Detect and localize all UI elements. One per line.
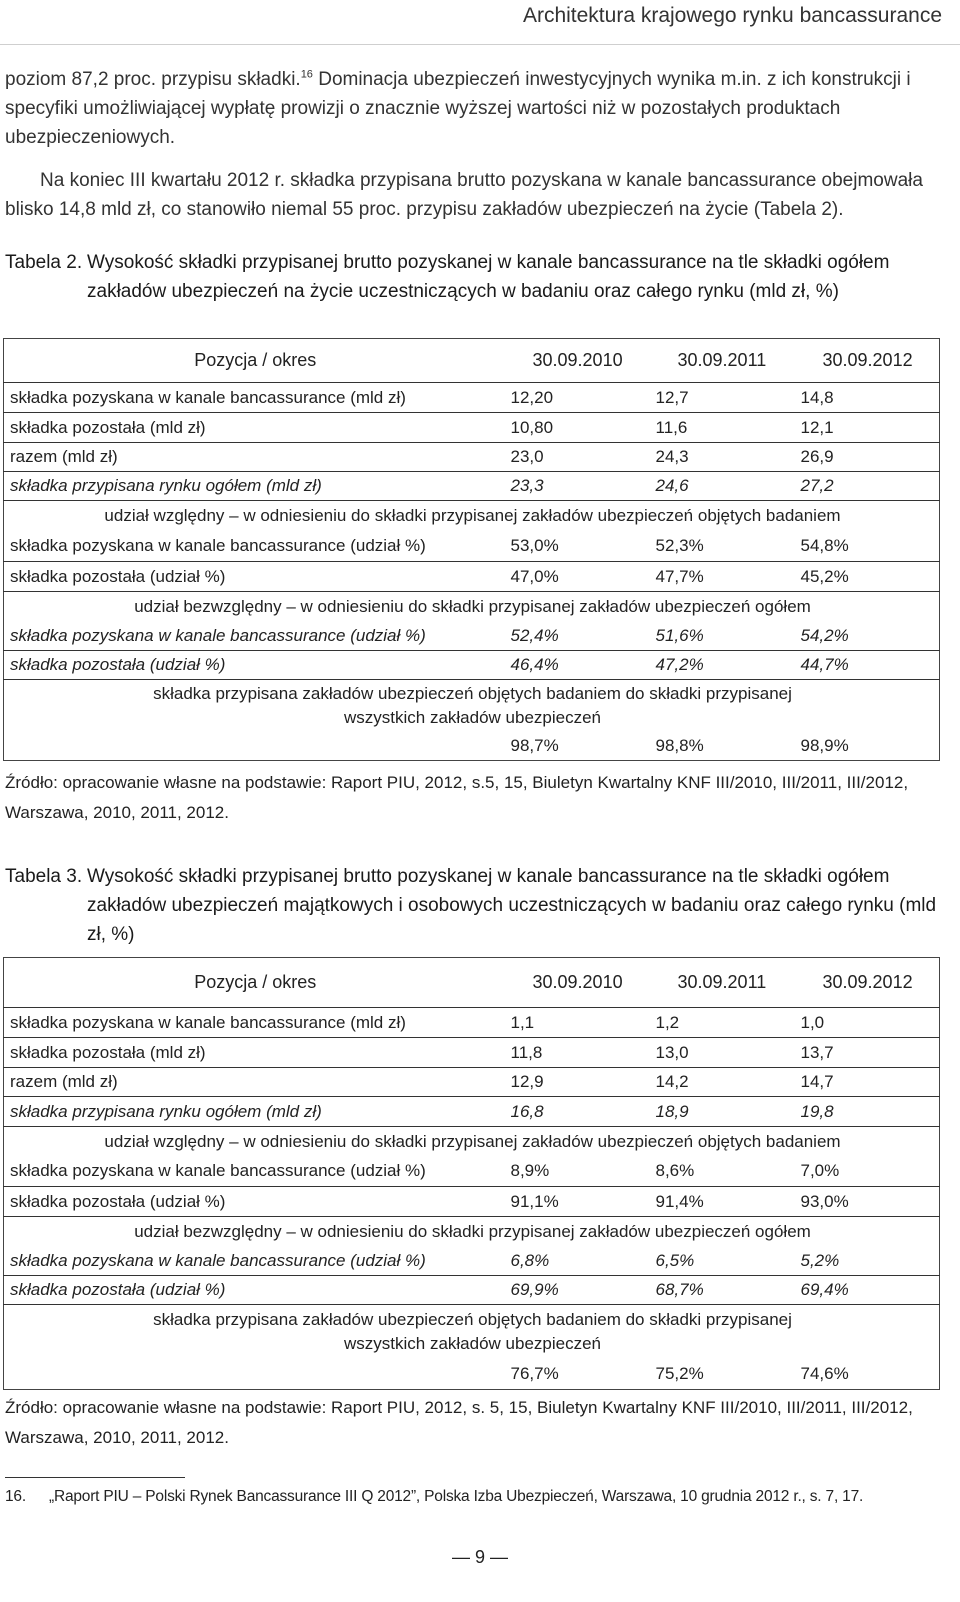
- cell-value: 26,9: [795, 443, 940, 472]
- table-row: [4, 1097, 940, 1127]
- cell-value: 8,9%: [505, 1157, 650, 1187]
- cell-value: 11,8: [505, 1038, 650, 1068]
- table-header-row: [4, 958, 940, 1008]
- row-label: składka pozostała (udział %): [4, 562, 505, 592]
- cell-value: 19,8: [795, 1097, 940, 1127]
- table-row: [4, 651, 940, 680]
- cell-value: 12,9: [505, 1068, 650, 1097]
- row-label: składka pozyskana w kanale bancassurance (udział %): [4, 1247, 505, 1276]
- header-cell: 30.09.2010: [505, 958, 650, 1008]
- section-label-line: wszystkich zakładów ubezpieczeń: [343, 1334, 601, 1354]
- cell-value: 74,6%: [800, 1364, 849, 1384]
- cell-value: 14,7: [795, 1068, 940, 1097]
- cell-value: 23,0: [505, 443, 650, 472]
- cell-value: 47,2%: [650, 651, 795, 680]
- footnote-reference[interactable]: 16: [300, 68, 313, 81]
- section-label-line: składka przypisana zakładów ubezpieczeń objętych badaniem do składki przypisanej: [153, 683, 792, 703]
- cell-value: 1,0: [795, 1008, 940, 1038]
- running-header: Architektura krajowego rynku bancassurance: [522, 4, 942, 27]
- table-row: [4, 413, 940, 443]
- section-label: udział względny – w odniesieniu do składki przypisanej zakładów ubezpieczeń objętych badaniem: [104, 1131, 841, 1151]
- table-row: [4, 472, 940, 501]
- cell-value: 12,20: [505, 383, 650, 413]
- row-label: razem (mld zł): [4, 443, 505, 472]
- cell-value: 98,7%: [510, 735, 559, 755]
- table-row: [4, 383, 940, 413]
- cell-value: 93,0%: [795, 1187, 940, 1217]
- cell-value: 46,4%: [505, 651, 650, 680]
- table-row: [4, 1247, 940, 1276]
- cell-value: 51,6%: [650, 622, 795, 651]
- cell-value: 11,6: [650, 413, 795, 443]
- section-label: udział względny – w odniesieniu do składki przypisanej zakładów ubezpieczeń objętych badaniem: [104, 506, 841, 526]
- header-cell: 30.09.2012: [795, 958, 940, 1008]
- cell-value: 91,4%: [650, 1187, 795, 1217]
- cell-value: 14,2: [650, 1068, 795, 1097]
- cell-value: 47,7%: [650, 562, 795, 592]
- page-number: — 9 —: [451, 1547, 508, 1567]
- table-row: [4, 732, 940, 761]
- header-rule: [0, 44, 960, 45]
- table-3-label: Tabela 3.: [5, 866, 83, 887]
- row-label: składka przypisana rynku ogółem (mld zł): [4, 1097, 505, 1127]
- table-3-caption: [5, 862, 940, 949]
- row-label: składka pozostała (udział %): [4, 651, 505, 680]
- cell-value: 47,0%: [505, 562, 650, 592]
- cell-value: 44,7%: [795, 651, 940, 680]
- section-label: udział bezwzględny – w odniesieniu do składki przypisanej zakładów ubezpieczeń ogółem: [134, 596, 811, 616]
- header-cell: 30.09.2011: [650, 958, 795, 1008]
- section-row: [4, 1305, 940, 1360]
- row-label: składka pozostała (udział %): [4, 1187, 505, 1217]
- table-3-title: Wysokość składki przypisanej brutto pozyskanej w kanale bancassurance na tle składki ogółem zakładów ubezpieczeń majątkowych i osobowych uczestniczących w badaniu oraz całego rynku (mld zł, %): [87, 866, 937, 945]
- row-label: składka przypisana rynku ogółem (mld zł): [4, 472, 505, 501]
- cell-value: 24,3: [650, 443, 795, 472]
- table-row: [4, 443, 940, 472]
- header-cell: 30.09.2012: [795, 339, 940, 383]
- table-row: [4, 622, 940, 651]
- table-header-row: [4, 339, 940, 383]
- footnote-divider: [5, 1477, 185, 1478]
- section-label-line: składka przypisana zakładów ubezpieczeń objętych badaniem do składki przypisanej: [153, 1310, 792, 1330]
- cell-value: 52,4%: [505, 622, 650, 651]
- table-row: [4, 562, 940, 592]
- cell-value: 23,3: [505, 472, 650, 501]
- cell-value: 16,8: [505, 1097, 650, 1127]
- table-2-source: Źródło: opracowanie własne na podstawie: Raport PIU, 2012, s.5, 15, Biuletyn Kwartalny KNF III/2010, III/2011, III/2012, Warszawa, 2010, 2011, 2012.: [5, 773, 909, 822]
- cell-value: 52,3%: [650, 532, 795, 562]
- cell-value: 24,6: [650, 472, 795, 501]
- cell-value: 8,6%: [650, 1157, 795, 1187]
- footnote-number: 16.: [5, 1488, 26, 1505]
- cell-value: 69,4%: [795, 1276, 940, 1305]
- row-label: [4, 1360, 505, 1390]
- header-cell: 30.09.2011: [650, 339, 795, 383]
- cell-value: 14,8: [795, 383, 940, 413]
- cell-value: 12,7: [650, 383, 795, 413]
- row-label: składka pozostała (mld zł): [4, 1038, 505, 1068]
- cell-value: 12,1: [795, 413, 940, 443]
- cell-value: 18,9: [650, 1097, 795, 1127]
- cell-value: 68,7%: [650, 1276, 795, 1305]
- cell-value: 27,2: [795, 472, 940, 501]
- row-label: składka pozyskana w kanale bancassurance (mld zł): [4, 383, 505, 413]
- row-label: składka pozyskana w kanale bancassurance (udział %): [4, 622, 505, 651]
- paragraph-1-rest: Dominacja ubezpieczeń inwestycyjnych wynika m.in. z ich konstrukcji i specyfiki umożliwiającej wypłatę prowizji o znacznie wyższej wartości niż w pozostałych produktach ubezpieczeniowych.: [5, 69, 911, 148]
- table-3-source: Źródło: opracowanie własne na podstawie: Raport PIU, 2012, s. 5, 15, Biuletyn Kwartalny KNF III/2010, III/2011, III/2012, Warszawa, 2010, 2011, 2012.: [5, 1398, 913, 1447]
- section-row: [4, 501, 940, 532]
- cell-value: 5,2%: [795, 1247, 940, 1276]
- cell-value: 6,5%: [650, 1247, 795, 1276]
- cell-value: 91,1%: [505, 1187, 650, 1217]
- table-2-label: Tabela 2.: [5, 252, 83, 273]
- row-label: [4, 732, 505, 761]
- table-row: [4, 1008, 940, 1038]
- table-row: [4, 1276, 940, 1305]
- cell-value: 13,7: [795, 1038, 940, 1068]
- cell-value: 76,7%: [510, 1364, 559, 1384]
- table-row: [4, 1360, 940, 1390]
- row-label: składka pozyskana w kanale bancassurance (udział %): [4, 532, 505, 562]
- section-label: udział bezwzględny – w odniesieniu do składki przypisanej zakładów ubezpieczeń ogółem: [134, 1221, 811, 1241]
- cell-value: 69,9%: [505, 1276, 650, 1305]
- cell-value: 10,80: [505, 413, 650, 443]
- table-row: [4, 1068, 940, 1097]
- table-row: [4, 532, 940, 562]
- row-label: razem (mld zł): [4, 1068, 505, 1097]
- cell-value: 1,1: [505, 1008, 650, 1038]
- row-label: składka pozostała (mld zł): [4, 413, 505, 443]
- header-cell: Pozycja / okres: [4, 339, 505, 383]
- table-2-title: Wysokość składki przypisanej brutto pozyskanej w kanale bancassurance na tle składki ogółem zakładów ubezpieczeń na życie uczestniczących w badaniu oraz całego rynku (mld zł, %): [87, 252, 890, 302]
- table-row: [4, 1038, 940, 1068]
- cell-value: 13,0: [650, 1038, 795, 1068]
- footnote-text: „Raport PIU – Polski Rynek Bancassurance III Q 2012”, Polska Izba Ubezpieczeń, Warszawa, 10 grudnia 2012 r., s. 7, 17.: [49, 1488, 864, 1505]
- section-row: [4, 592, 940, 622]
- table-2-caption: [5, 248, 940, 306]
- table-row: [4, 1187, 940, 1217]
- cell-value: 54,2%: [795, 622, 940, 651]
- section-label: [4, 680, 940, 732]
- cell-value: 7,0%: [795, 1157, 940, 1187]
- cell-value: 98,8%: [655, 735, 704, 755]
- cell-value: 75,2%: [655, 1364, 704, 1384]
- cell-value: 45,2%: [795, 562, 940, 592]
- row-label: składka pozyskana w kanale bancassurance (mld zł): [4, 1008, 505, 1038]
- table-3: [3, 957, 940, 1390]
- header-cell: 30.09.2010: [505, 339, 650, 383]
- cell-value: 54,8%: [795, 532, 940, 562]
- table-row: [4, 1157, 940, 1187]
- row-label: składka pozyskana w kanale bancassurance (udział %): [4, 1157, 505, 1187]
- cell-value: 1,2: [650, 1008, 795, 1038]
- cell-value: 6,8%: [505, 1247, 650, 1276]
- section-label-line: wszystkich zakładów ubezpieczeń: [343, 707, 601, 727]
- cell-value: 53,0%: [505, 532, 650, 562]
- cell-value: 98,9%: [800, 735, 849, 755]
- row-label: składka pozostała (udział %): [4, 1276, 505, 1305]
- header-cell: Pozycja / okres: [4, 958, 505, 1008]
- paragraph-1-start: poziom 87,2 proc. przypisu składki.: [5, 69, 301, 90]
- section-row: [4, 680, 940, 732]
- footnote: [5, 1488, 940, 1506]
- section-row: [4, 1127, 940, 1157]
- paragraph-2: Na koniec III kwartału 2012 r. składka przypisana brutto pozyskana w kanale bancassurance obejmowała blisko 14,8 mld zł, co stanowiło niemal 55 proc. przypisu zakładów ubezpieczeń na życie (Tabela 2).: [5, 170, 923, 220]
- section-label: [4, 1305, 940, 1360]
- paragraph-1: [5, 65, 940, 152]
- table-2: [3, 338, 940, 761]
- section-row: [4, 1217, 940, 1247]
